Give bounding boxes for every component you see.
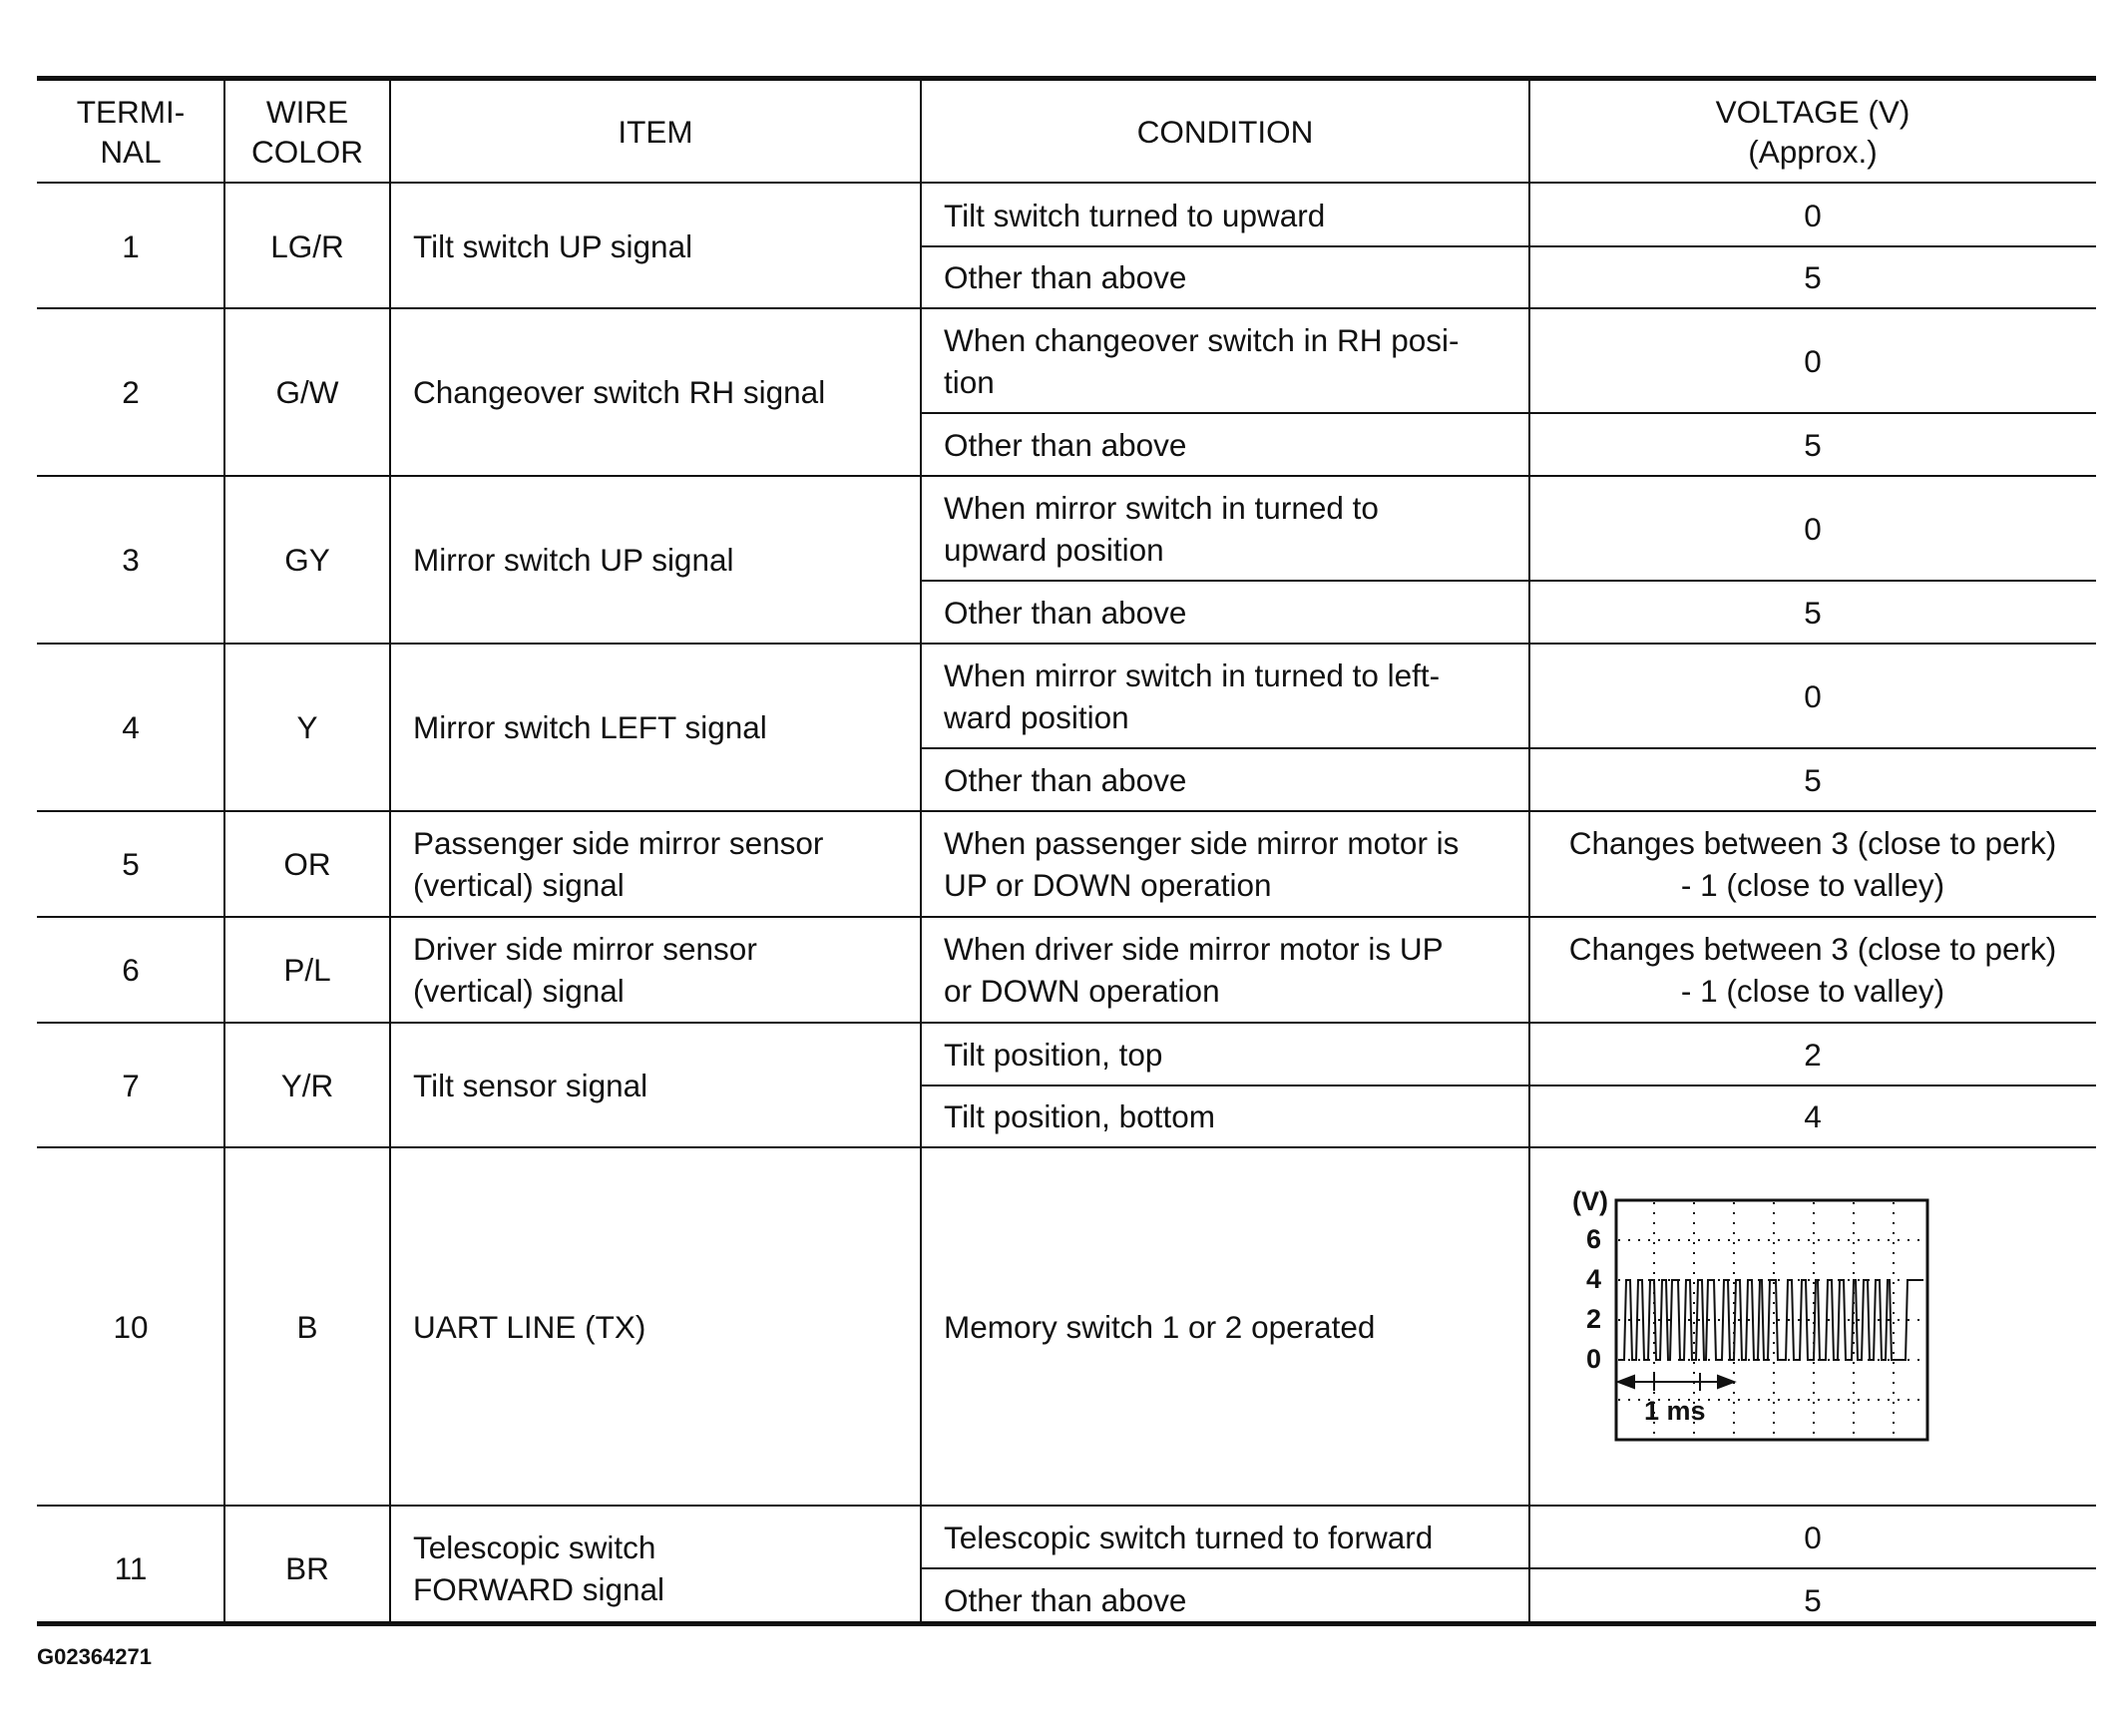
column-rule [920, 81, 922, 1623]
voltage-cell: 0 [1804, 1519, 1822, 1555]
terminal-cell: 3 [122, 542, 140, 578]
item-cell: UART LINE (TX) [413, 1308, 646, 1345]
condition-cell: When mirror switch in turned to upward position [944, 489, 1379, 568]
wire-color-cell: G/W [275, 374, 339, 410]
column-rule [223, 81, 225, 1623]
condition-cell: Tilt position, top [944, 1036, 1163, 1073]
item-cell: Telescopic switch FORWARD signal [413, 1529, 665, 1607]
voltage-cell: 2 [1804, 1036, 1822, 1073]
condition-cell: Other than above [944, 426, 1187, 463]
item-cell: Changeover switch RH signal [413, 374, 826, 410]
condition-cell: Other than above [944, 1581, 1187, 1618]
voltage-cell: 5 [1804, 259, 1822, 295]
waveform-ytick-6: 6 [1586, 1224, 1602, 1254]
wire-color-cell: Y [296, 709, 318, 745]
terminal-cell: 6 [122, 952, 140, 988]
condition-cell: Telescopic switch turned to forward [944, 1519, 1434, 1555]
condition-cell: When driver side mirror motor is UP or DOWN operation [944, 931, 1444, 1009]
item-cell: Passenger side mirror sensor (vertical) signal [413, 825, 824, 903]
wire-color-cell: GY [284, 542, 330, 578]
voltage-cell: Changes between 3 (close to perk) - 1 (close to valley) [1568, 825, 2057, 903]
uart-waveform-figure [1556, 1180, 1935, 1450]
voltage-cell: 0 [1804, 197, 1822, 233]
column-rule [389, 81, 391, 1623]
condition-cell: Other than above [944, 594, 1187, 631]
terminal-cell: 7 [122, 1067, 140, 1103]
figure-reference: G02364271 [37, 1644, 152, 1669]
waveform-time-label: 1 ms [1644, 1396, 1706, 1426]
waveform-ytick-4: 4 [1586, 1264, 1602, 1294]
waveform-time-marker [1618, 1373, 1734, 1391]
voltage-cell: 5 [1804, 1581, 1822, 1618]
condition-cell: When mirror switch in turned to left- ward position [944, 656, 1441, 735]
voltage-cell: Changes between 3 (close to perk) - 1 (close to valley) [1568, 931, 2057, 1009]
terminal-cell: 2 [122, 374, 140, 410]
terminal-cell: 10 [113, 1308, 149, 1345]
waveform-ytick-2: 2 [1586, 1304, 1602, 1334]
condition-cell: Other than above [944, 259, 1187, 295]
condition-cell: Memory switch 1 or 2 operated [944, 1308, 1376, 1345]
condition-cell: Tilt switch turned to upward [944, 197, 1326, 233]
wire-color-cell: BR [285, 1550, 329, 1586]
item-cell: Mirror switch LEFT signal [413, 709, 767, 745]
voltage-cell: 4 [1804, 1098, 1822, 1134]
header-condition: CONDITION [1136, 113, 1314, 150]
header-voltage: VOLTAGE (V) (Approx.) [1715, 93, 1910, 170]
column-rule [1528, 81, 1530, 1623]
voltage-cell: 5 [1804, 594, 1822, 631]
voltage-cell: 5 [1804, 761, 1822, 798]
wire-color-cell: Y/R [280, 1067, 334, 1103]
voltage-cell: 0 [1804, 677, 1822, 714]
waveform-ytick-0: 0 [1586, 1344, 1602, 1374]
item-cell: Tilt switch UP signal [413, 227, 693, 264]
terminal-cell: 4 [122, 709, 140, 745]
condition-cell: When changeover switch in RH posi- tion [944, 321, 1460, 400]
condition-cell: When passenger side mirror motor is UP or DOWN operation [944, 825, 1460, 903]
wire-color-cell: LG/R [270, 227, 344, 264]
condition-cell: Tilt position, bottom [944, 1098, 1215, 1134]
voltage-cell: 5 [1804, 426, 1822, 463]
header-wire-color: WIRE COLOR [250, 93, 364, 170]
item-cell: Tilt sensor signal [413, 1067, 648, 1103]
voltage-cell: 0 [1804, 342, 1822, 379]
terminal-cell: 11 [114, 1550, 148, 1586]
header-terminal: TERMI- NAL [76, 93, 186, 170]
terminal-cell: 5 [122, 846, 140, 882]
waveform-unit-label: (V) [1572, 1186, 1608, 1216]
wire-color-cell: OR [283, 846, 331, 882]
condition-cell: Other than above [944, 761, 1187, 798]
wire-color-cell: B [296, 1308, 318, 1345]
wire-color-cell: P/L [283, 952, 331, 988]
voltage-cell: 0 [1804, 510, 1822, 547]
header-item: ITEM [618, 113, 693, 150]
item-cell: Mirror switch UP signal [413, 542, 734, 578]
terminal-cell: 1 [122, 227, 140, 264]
item-cell: Driver side mirror sensor (vertical) signal [413, 931, 757, 1009]
